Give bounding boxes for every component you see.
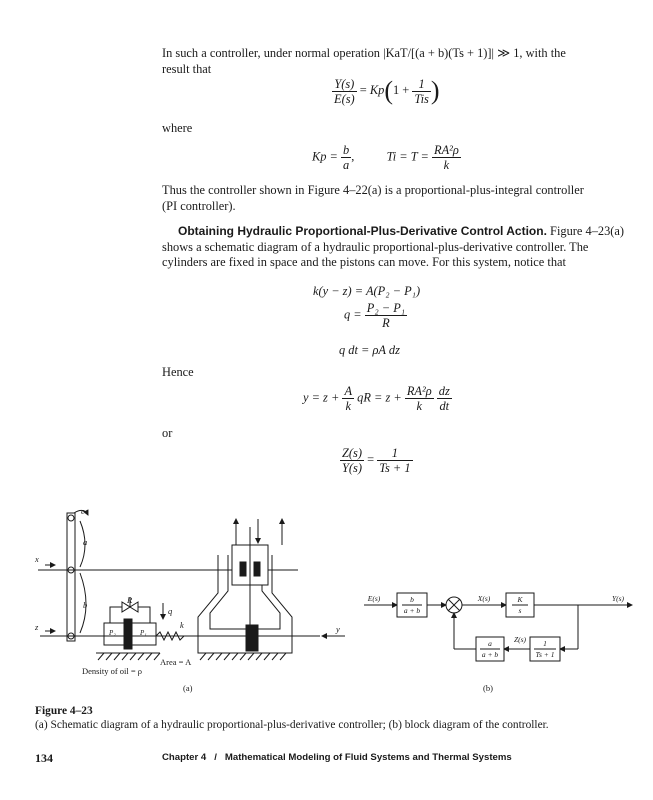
- equation-6: y = z + $\frac{A}{k}$ qR = z + $\frac{\text{RA²ρ}}{k}$ $\frac{dz}{dt}$: [303, 384, 450, 413]
- eq1-frac: $\frac{1}{\text{Tis}}$: [414, 76, 429, 106]
- label-k: k: [180, 620, 184, 630]
- section-heading: Obtaining Hydraulic Proportional-Plus-Derivative Control Action.: [178, 224, 547, 238]
- label-y: y: [336, 624, 340, 634]
- svg-text:a + b: a + b: [403, 606, 421, 615]
- dashpot-piston: [124, 619, 132, 649]
- figure-caption: (a) Schematic diagram of a hydraulic proportional-plus-derivative controller; (b) block diagram of the controller.: [35, 719, 549, 731]
- label-q: q: [168, 606, 173, 616]
- paragraph-1: [162, 46, 612, 77]
- pilot-spool-left: [240, 562, 246, 576]
- equation-4: q = $\frac{\text{P₂ − P₁}}{R}$: [344, 301, 406, 330]
- label-b: b: [83, 600, 88, 610]
- label-density: Density of oil = ρ: [82, 666, 143, 676]
- paragraph-1-line-2: result that: [162, 61, 212, 76]
- pilot-spool-right: [254, 562, 260, 576]
- running-footer: Chapter 4 / Mathematical Modeling of Fluid Systems and Thermal Systems: [162, 752, 512, 763]
- page-number: 134: [35, 751, 53, 765]
- svg-text:s: s: [518, 606, 522, 615]
- or-label: or: [162, 426, 173, 440]
- label-P2: P₂: [109, 629, 116, 637]
- svg-text:Ts + 1: Ts + 1: [535, 650, 555, 659]
- lever-bar: [67, 513, 75, 641]
- label-Y: Y(s): [611, 594, 625, 603]
- figure-4-23b-block-diagram: [360, 585, 640, 700]
- figure-b-label: (b): [483, 683, 493, 693]
- power-piston: [246, 625, 258, 651]
- equation-3: k(y − z) = A(P₂ − P₁): [313, 284, 421, 298]
- label-E: E(s): [367, 594, 381, 603]
- where-label: where: [162, 121, 193, 135]
- label-a: a: [83, 537, 88, 547]
- equation-5: q dt = ρA dz: [339, 343, 400, 357]
- svg-text:a + b: a + b: [481, 650, 499, 659]
- label-z: z: [35, 622, 39, 632]
- figure-a-label: (a): [183, 683, 193, 693]
- svg-text:b: b: [410, 595, 414, 604]
- label-Z: Z(s): [513, 635, 527, 644]
- paragraph-2: Thus the controller shown in Figure 4–22(a) is a proportional-plus-integral controller (PI controller).: [162, 183, 584, 213]
- equation-1: $\frac{Y(s)}{E(s)}$ = Kp(1 + $\frac{1}{\text{Tis}}$ ): [334, 76, 440, 106]
- label-e: e: [81, 506, 85, 516]
- equation-7: $\frac{Z(s)}{Y(s)}$ = $\frac{1}{Ts + 1}$: [342, 446, 411, 475]
- svg-text:a: a: [488, 639, 492, 648]
- equation-2: Kp = $\frac{b}{a}$ , Ti = T = $\frac{\text{RA²ρ}}{k}$: [312, 143, 459, 172]
- hence-label: Hence: [162, 365, 194, 379]
- svg-text:K: K: [517, 595, 523, 604]
- paragraph-1-line-1: In such a controller, under normal operation |KaT/[(a + b)(Ts + 1)]| ≫ 1, with the: [162, 46, 566, 60]
- svg-text:1: 1: [543, 639, 547, 648]
- figure-title: Figure 4–23: [35, 705, 93, 717]
- label-X: X(s): [477, 594, 491, 603]
- label-P1: P₁: [140, 629, 147, 637]
- section-paragraph: Obtaining Hydraulic Proportional-Plus-Derivative Control Action. Figure 4–23(a) shows a schematic diagram of a hydraulic proportional-plus-derivative controller. The cylinders are fixed in space and the pistons can move. For this system, notice that: [162, 224, 625, 269]
- label-area: Area = A: [160, 657, 192, 667]
- label-R: R: [127, 595, 133, 605]
- figure-4-23a-schematic: [0, 505, 360, 700]
- label-x: x: [35, 554, 39, 564]
- eq1-lhs: $\frac{Y(s)}{E(s)}$: [334, 76, 355, 106]
